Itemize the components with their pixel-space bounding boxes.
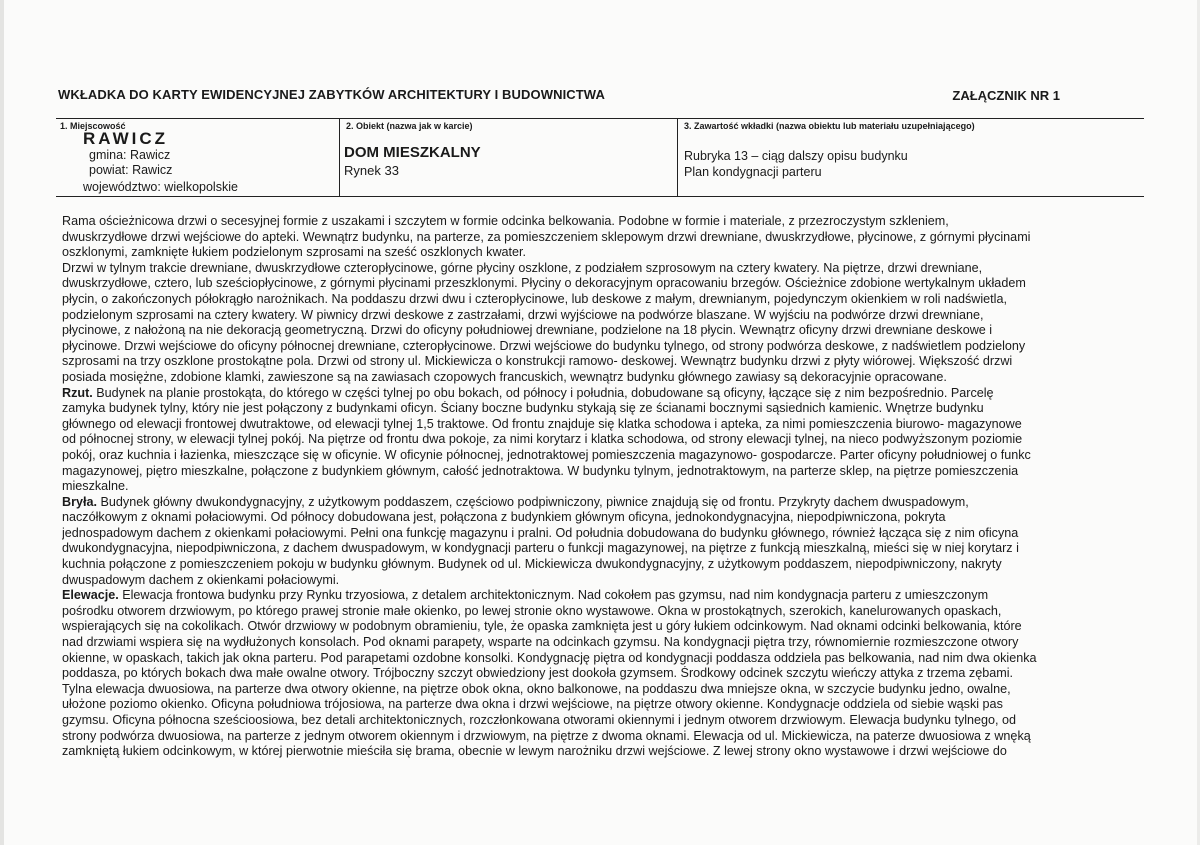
text-line bbox=[62, 479, 1142, 495]
text-line bbox=[62, 339, 1142, 355]
line-text: okienne, w opaskach, takich jak okna parteru. Pod parapetami ozdobne konsolki. Kondygnację piętra od kondygnacji poddasza oddziela pas belkowania, nad nim dwa okienka bbox=[62, 650, 1037, 665]
section-label: Rzut. bbox=[62, 385, 93, 400]
description-text bbox=[62, 214, 1142, 760]
text-line bbox=[62, 386, 1142, 402]
line-text: jednospadowym dachem z okienkami połaciowymi. Pełni ona funkcję magazynu i pralni. Od południa dobudowana do budynku głównego, również łącząca się z nim oficyna bbox=[62, 525, 1019, 540]
document-header bbox=[58, 87, 1140, 107]
voivodeship-line: województwo: wielkopolskie bbox=[83, 180, 238, 194]
text-line bbox=[62, 510, 1142, 526]
line-text: wspierających się na cokolikach. Otwór drzwiowy w podobnym obramieniu, tyle, że opaska zamknięta jest u góry łukiem odcinkowym. Nad oknami odcinki belkowania, które bbox=[62, 619, 1022, 634]
line-text: płycin, o zakończonych półokrągło narożnikach. Na poddaszu drzwi dwu i czteropłycinowe, lub deskowe z małym, drewnianym, pojedynczym okienkiem w roli nadświetla, bbox=[62, 291, 1007, 306]
line-text: nad drzwiami wspiera się na wydłużonych konsolach. Pod oknami parapety, wsparte na odcinkach gzymsu. Na kondygnacji piętra trzy, równomiernie rozmieszczone otwory bbox=[62, 635, 1019, 650]
text-line bbox=[62, 557, 1142, 573]
text-line bbox=[62, 541, 1142, 557]
line-text: dwuskrzydłowe, cztero, lub sześciopłycinowe, z górnymi płycinami przeszklonymi. Płyciny o dekoracyjnym opracowaniu brzegów. Ościeżnice zdobione wertykalnym układem bbox=[62, 276, 1026, 291]
text-line bbox=[62, 729, 1142, 745]
contents-cell bbox=[677, 119, 1144, 196]
line-text: Elewacja frontowa budynku przy Rynku trzyosiowa, z detalem architektonicznym. Nad cokołem pas gzymsu, nad nim kondygnacja parteru z umieszczonym bbox=[118, 588, 989, 603]
line-text: Tylna elewacja dwuosiowa, na parterze dwa otwory okienne, na piętrze obok okna, okno balkonowe, na poddaszu dwa mniejsze okna, w szczycie budynku jedno, owalne, bbox=[62, 681, 1011, 696]
location-cell bbox=[56, 119, 339, 196]
line-text: zamkniętą łukiem odcinkowym, w której pierwotnie mieściła się brama, obecnie w lewym narożniku drzwi wejściowe. Z lewej strony okno wystawowe i drzwi wejściowe do bbox=[62, 744, 1007, 759]
object-name: DOM MIESZKALNY bbox=[344, 144, 481, 161]
line-text: oszklonymi, zamknięte łukiem podzielonym szprosami na sześć oszklonych kwater. bbox=[62, 245, 527, 260]
text-line bbox=[62, 495, 1142, 511]
scan-edge-left bbox=[0, 0, 4, 845]
text-line bbox=[62, 713, 1142, 729]
line-text: poddasza, po których bokach dwa małe owalne otwory. Trójboczny szczyt obwiedziony jest dookoła gzymsem. Środkowy odcinek szczytu wieńczy attyka z trzema zębami. bbox=[62, 666, 1014, 681]
line-text: magazynowej, piętro mieszkalne, połączone z budynkiem głównym, całość jednotraktowa. W budynku tylnym, jednotraktowym, na parterze sklep, na piętrze pomieszczenia bbox=[62, 463, 1019, 478]
text-line bbox=[62, 588, 1142, 604]
text-line bbox=[62, 230, 1142, 246]
object-header: 2. Obiekt (nazwa jak w karcie) bbox=[346, 121, 473, 131]
line-text: dwukondygnacyjna, niepodpiwniczona, z dachem dwuspadowym, w kondygnacji parteru o funkcji magazynowej, na piętrze z funkcją mieszkalną, mieści się w niej korytarz i bbox=[62, 541, 1019, 556]
text-line bbox=[62, 604, 1142, 620]
text-line bbox=[62, 526, 1142, 542]
text-line bbox=[62, 666, 1142, 682]
text-line bbox=[62, 432, 1142, 448]
text-line bbox=[62, 619, 1142, 635]
line-text: dwuskrzydłowe drzwi wejściowe do apteki. Wewnątrz budynku, na parterze, za pomieszczeniem sklepowym drzwi drewniane, dwuskrzydłowe, płycinowe, z górnymi płycinami bbox=[62, 229, 1031, 244]
text-line bbox=[62, 417, 1142, 433]
gmina-line: gmina: Rawicz bbox=[89, 148, 171, 162]
info-table bbox=[56, 118, 1144, 197]
text-line bbox=[62, 354, 1142, 370]
text-line bbox=[62, 308, 1142, 324]
contents-line-2: Plan kondygnacji parteru bbox=[684, 165, 822, 179]
line-text: pokój, oraz kuchnia i łazienka, mieszczące się w oficynie. W oficynie północnej, jednotraktowej pomieszczenia magazynowo- gospodarcze. Parter oficyny południowej o funkc bbox=[62, 447, 1031, 462]
line-text: pośrodku otworem drzwiowym, po którego prawej stronie małe okienko, po lewej stronie okno wystawowe. Okna w prostokątnych, szerokich, kanelurowanych opaskach, bbox=[62, 603, 1002, 618]
line-text: płycinowe, z nałożoną na nie dekoracją geometryczną. Drzwi do oficyny południowej drewniane, podzielone na 18 płycin. Wewnątrz oficyny drzwi drewniane deskowe i bbox=[62, 323, 993, 338]
section-label: Bryła. bbox=[62, 494, 98, 509]
line-text: głównego od elewacji frontowej dwutraktowe, od elewacji tylnej 1,5 traktowe. Od frontu znajduje się klatka schodowa i apteka, za nimi pomieszczenia biurowo- magazynowe bbox=[62, 416, 1022, 431]
text-line bbox=[62, 697, 1142, 713]
text-line bbox=[62, 276, 1142, 292]
location-header: 1. Miejscowość bbox=[60, 121, 126, 131]
line-text: Rama ościeżnicowa drzwi o secesyjnej formie z uszakami i szczytem w formie odcinka belkowania. Podobne w formie i materiale, z przezroczystym szkleniem, bbox=[62, 214, 949, 228]
contents-header: 3. Zawartość wkładki (nazwa obiektu lub materiału uzupełniającego) bbox=[684, 121, 975, 131]
line-text: podzielonym szprosami na cztery kwatery. W piwnicy drzwi deskowe z zastrzałami, drzwi wyjściowe na podwórze blaszane. W wyjściu na podwórze drzwi drewniane, bbox=[62, 307, 984, 322]
text-line bbox=[62, 323, 1142, 339]
line-text: gzymsu. Oficyna północna sześcioosiowa, bez detali architektonicznych, rozczłonkowana otworami okiennymi i jednym otworem drzwiowym. Elewacja budynku tylnego, od bbox=[62, 713, 1017, 727]
text-line bbox=[62, 744, 1142, 760]
line-text: dwuspadowym dachem z okienkami połaciowymi. bbox=[62, 572, 340, 587]
section-label: Elewacje. bbox=[62, 588, 119, 603]
line-text: ułożone poziomo okienko. Oficyna południowa trójosiowa, na parterze dwa okna i drzwi wejściowe, na piętrze otwory okienne. Kondygnacje oddziela od siebie wąski pas bbox=[62, 697, 1003, 712]
text-line bbox=[62, 651, 1142, 667]
text-line bbox=[62, 214, 1142, 230]
text-line bbox=[62, 682, 1142, 698]
text-line bbox=[62, 573, 1142, 589]
line-text: Budynek na planie prostokąta, do którego w części tylnej po obu bokach, od północy i południa, dobudowane są oficyny, łączące się z nim bezpośrednio. Parcelę bbox=[92, 385, 994, 400]
line-text: Budynek główny dwukondygnacyjny, z użytkowym poddaszem, częściowo podpiwniczony, piwnice znajdują się od frontu. Przykryty dachem dwuspadowym, bbox=[97, 494, 969, 509]
text-line bbox=[62, 401, 1142, 417]
line-text: kuchnia połączone z pomieszczeniem pokoju w budynku głównym. Budynek od ul. Mickiewicza dwukondygnacyjny, z użytkowym poddaszem, niepodpiwniczony, nakryty bbox=[62, 557, 1002, 572]
object-cell bbox=[339, 119, 678, 196]
line-text: Drzwi w tylnym trakcie drewniane, dwuskrzydłowe czteropłycinowe, górne płyciny oszklone, z podziałem szprosowym na cztery kwatery. Na piętrze, drzwi drewniane, bbox=[62, 260, 983, 275]
contents-line-1: Rubryka 13 – ciąg dalszy opisu budynku bbox=[684, 149, 908, 163]
line-text: szprosami na trzy oszklone prostokątne pola. Drzwi od strony ul. Mickiewicza o konstrukcji ramowo- deskowej. Wewnątrz budynku drzwi z płyty wiórowej. Większość drzwi bbox=[62, 354, 1013, 369]
text-line bbox=[62, 448, 1142, 464]
line-text: od północnej strony, w elewacji tylnej pokój. Na piętrze od frontu dwa pokoje, za nimi korytarz i klatka schodowa, od strony elewacji tylnej, na nieco podwyższonym poziomie bbox=[62, 432, 1023, 447]
line-text: posiada mosiężne, zdobione klamki, zawieszone są na zawiasach czopowych francuskich, wewnątrz budynku głównego zawiasy są dekoracyjnie opracowane. bbox=[62, 369, 947, 384]
line-text: naczółkowym z oknami połaciowymi. Od północy dobudowana jest, połączona z budynkiem głównym oficyna, jednokondygnacyjna, niepodpiwniczona, pokryta bbox=[62, 510, 946, 525]
text-line bbox=[62, 261, 1142, 277]
annex-number: ZAŁĄCZNIK NR 1 bbox=[952, 88, 1060, 103]
text-line bbox=[62, 370, 1142, 386]
town-name: RAWICZ bbox=[83, 129, 169, 148]
text-line bbox=[62, 464, 1142, 480]
text-line bbox=[62, 245, 1142, 261]
document-title: WKŁADKA DO KARTY EWIDENCYJNEJ ZABYTKÓW ARCHITEKTURY I BUDOWNICTWA bbox=[58, 87, 605, 102]
line-text: strony podwórza dwuosiowa, na parterze z jednym otworem okiennym i drzwiowym, na piętrze z dwoma oknami. Elewacja od ul. Mickiewicza, na paterze dwuosiowa z wnęką bbox=[62, 728, 1031, 743]
line-text: zamyka budynek tylny, który nie jest połączony z budynkami oficyn. Ściany boczne budynku stykają się ze ścianami bocznymi sąsiednich kamienic. Wnętrze budynku bbox=[62, 401, 984, 416]
line-text: płycinowe. Drzwi wejściowe do oficyny północnej drewniane, czteropłycinowe. Drzwi wejściowe do budynku tylnego, od strony podwórza deskowe, z nadświetlem podzielony bbox=[62, 338, 1026, 353]
text-line bbox=[62, 635, 1142, 651]
powiat-line: powiat: Rawicz bbox=[89, 163, 173, 177]
text-line bbox=[62, 292, 1142, 308]
line-text: mieszkalne. bbox=[62, 479, 129, 494]
object-address: Rynek 33 bbox=[344, 163, 399, 178]
